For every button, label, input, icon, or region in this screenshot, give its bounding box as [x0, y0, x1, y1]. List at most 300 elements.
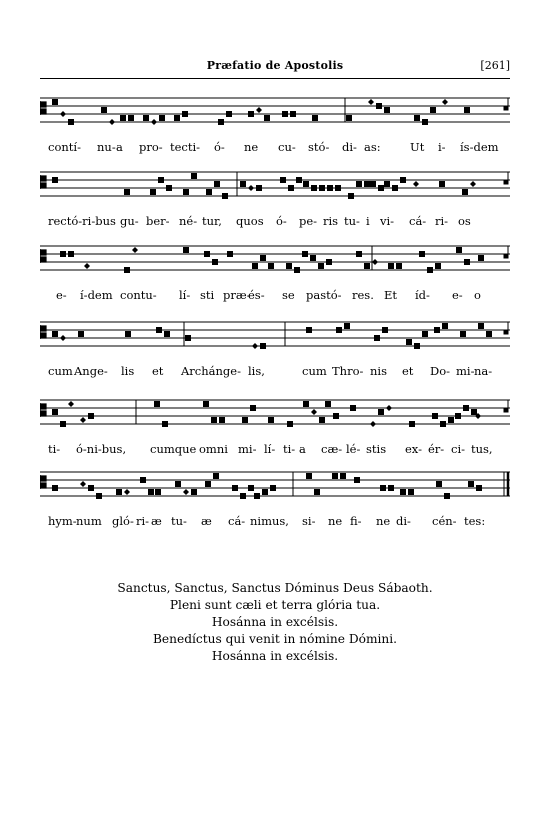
punctum-note	[302, 251, 308, 257]
punctum-note	[282, 111, 288, 117]
syllable: cum	[302, 364, 327, 378]
rhombus-note	[151, 119, 157, 125]
punctum-note	[378, 409, 384, 415]
syllable: mi-	[238, 442, 257, 456]
syllable: mi-	[456, 364, 475, 378]
punctum-note	[294, 267, 300, 273]
punctum-note	[296, 177, 302, 183]
punctum-note	[116, 489, 122, 495]
chant-system	[40, 316, 510, 386]
syllable: cá-	[228, 514, 246, 528]
punctum-note	[462, 189, 468, 195]
punctum-note	[455, 413, 461, 419]
custos-icon	[504, 400, 508, 412]
punctum-note	[182, 111, 188, 117]
punctum-note	[240, 493, 246, 499]
syllable: si-	[302, 514, 316, 528]
punctum-note	[312, 115, 318, 121]
punctum-note	[206, 189, 212, 195]
syllable: pe-	[299, 214, 318, 228]
rhombus-note	[386, 405, 392, 411]
syllable: cá-	[409, 214, 427, 228]
syllable: et	[402, 364, 414, 378]
syllable: di-	[342, 140, 357, 154]
punctum-note	[260, 343, 266, 349]
syllable: præ-	[223, 288, 251, 302]
rhombus-note	[442, 99, 448, 105]
punctum-note	[211, 417, 217, 423]
syllable: æ	[201, 514, 212, 528]
syllable: i-	[438, 140, 446, 154]
punctum-note	[155, 489, 161, 495]
syllable: ne	[328, 514, 343, 528]
staff	[40, 316, 510, 360]
punctum-note	[468, 481, 474, 487]
staff	[40, 466, 510, 510]
punctum-note	[290, 111, 296, 117]
syllable: cu-	[278, 140, 296, 154]
punctum-note	[444, 493, 450, 499]
syllable: contu-	[120, 288, 157, 302]
lyric-line	[40, 288, 510, 304]
punctum-note	[414, 115, 420, 121]
punctum-note	[162, 421, 168, 427]
punctum-note	[333, 413, 339, 419]
syllable: num	[76, 514, 102, 528]
punctum-note	[327, 185, 333, 191]
syllable: cum	[48, 364, 73, 378]
punctum-note	[336, 327, 342, 333]
punctum-note	[270, 485, 276, 491]
rhombus-note	[372, 259, 378, 265]
syllable: æ	[151, 514, 162, 528]
c-clef-icon	[40, 403, 46, 417]
punctum-note	[476, 485, 482, 491]
punctum-note	[222, 193, 228, 199]
lyric-line	[40, 514, 510, 530]
sanctus-text	[40, 580, 510, 665]
punctum-note	[68, 251, 74, 257]
punctum-note	[440, 421, 446, 427]
punctum-note	[218, 119, 224, 125]
punctum-note	[364, 181, 370, 187]
rhombus-note	[248, 185, 254, 191]
lyric-line	[40, 364, 510, 380]
punctum-note	[460, 331, 466, 337]
punctum-note	[88, 413, 94, 419]
punctum-note	[374, 335, 380, 341]
punctum-note	[306, 473, 312, 479]
punctum-note	[319, 417, 325, 423]
rhombus-note	[80, 481, 86, 487]
punctum-note	[376, 103, 382, 109]
punctum-note	[264, 115, 270, 121]
punctum-note	[388, 485, 394, 491]
punctum-note	[364, 263, 370, 269]
punctum-note	[252, 263, 258, 269]
syllable: ó-	[276, 214, 287, 228]
syllable: lí-	[264, 442, 276, 456]
punctum-note	[370, 181, 376, 187]
punctum-note	[422, 119, 428, 125]
punctum-note	[354, 477, 360, 483]
syllable: a	[116, 140, 123, 154]
punctum-note	[166, 185, 172, 191]
syllable: ris	[323, 214, 339, 228]
syllable: lí-	[179, 288, 191, 302]
syllable: ri-	[435, 214, 449, 228]
syllable: nis	[370, 364, 387, 378]
syllable: lis	[121, 364, 135, 378]
punctum-note	[409, 421, 415, 427]
punctum-note	[268, 263, 274, 269]
punctum-note	[60, 251, 66, 257]
punctum-note	[159, 115, 165, 121]
syllable: hym-	[48, 514, 77, 528]
punctum-note	[456, 247, 462, 253]
punctum-note	[400, 177, 406, 183]
punctum-note	[158, 177, 164, 183]
punctum-note	[286, 263, 292, 269]
punctum-note	[303, 181, 309, 187]
punctum-note	[68, 119, 74, 125]
punctum-note	[88, 485, 94, 491]
syllable: lé-	[346, 442, 361, 456]
punctum-note	[52, 177, 58, 183]
syllable: ne	[244, 140, 259, 154]
punctum-note	[240, 181, 246, 187]
syllable: ó-ni-bus,	[76, 442, 127, 456]
punctum-note	[205, 481, 211, 487]
punctum-note	[318, 263, 324, 269]
syllable: tus,	[471, 442, 493, 456]
punctum-note	[150, 189, 156, 195]
punctum-note	[306, 327, 312, 333]
syllable: Do-	[430, 364, 451, 378]
punctum-note	[319, 185, 325, 191]
punctum-note	[356, 251, 362, 257]
punctum-note	[419, 251, 425, 257]
punctum-note	[262, 489, 268, 495]
punctum-note	[256, 185, 262, 191]
syllable: né-	[179, 214, 198, 228]
syllable: vi-	[380, 214, 395, 228]
syllable: fi-	[350, 514, 362, 528]
chant-system	[40, 166, 510, 236]
rhombus-note	[109, 119, 115, 125]
syllable: pastó-	[306, 288, 342, 302]
syllable: gló-	[112, 514, 134, 528]
c-clef-icon	[40, 249, 46, 263]
syllable: et	[152, 364, 164, 378]
sanctus-line: Pleni sunt cæli et terra glória tua.	[169, 598, 381, 612]
syllable: és-	[248, 288, 265, 302]
c-clef-icon	[40, 101, 46, 115]
rhombus-note	[60, 111, 66, 117]
syllable: na-	[474, 364, 493, 378]
punctum-note	[388, 263, 394, 269]
syllable: res.	[352, 288, 374, 302]
syllable: tes:	[464, 514, 486, 528]
punctum-note	[174, 115, 180, 121]
syllable: omni	[199, 442, 228, 456]
rhombus-note	[80, 417, 86, 423]
punctum-note	[396, 263, 402, 269]
punctum-note	[287, 421, 293, 427]
punctum-note	[382, 327, 388, 333]
syllable: ex-	[405, 442, 422, 456]
syllable: ér-	[428, 442, 445, 456]
punctum-note	[406, 339, 412, 345]
punctum-note	[335, 185, 341, 191]
c-clef-icon	[40, 175, 46, 189]
syllable: a	[299, 442, 306, 456]
punctum-note	[248, 111, 254, 117]
punctum-note	[254, 493, 260, 499]
punctum-note	[346, 115, 352, 121]
punctum-note	[124, 189, 130, 195]
punctum-note	[400, 489, 406, 495]
punctum-note	[310, 255, 316, 261]
punctum-note	[471, 409, 477, 415]
rhombus-note	[256, 107, 262, 113]
punctum-note	[268, 417, 274, 423]
page-title: Præfatio de Apostolis	[206, 59, 344, 72]
punctum-note	[52, 409, 58, 415]
custos-icon	[504, 246, 508, 258]
syllable: tu-	[344, 214, 360, 228]
c-clef-icon	[40, 475, 46, 489]
lyric-line	[40, 140, 510, 156]
staff	[40, 166, 510, 210]
rhombus-note	[368, 99, 374, 105]
punctum-note	[303, 401, 309, 407]
punctum-note	[101, 107, 107, 113]
punctum-note	[384, 181, 390, 187]
syllable: e-	[452, 288, 463, 302]
punctum-note	[435, 263, 441, 269]
punctum-note	[232, 485, 238, 491]
lyric-line	[40, 214, 510, 230]
syllable: Et	[384, 288, 398, 302]
syllable: ci-	[451, 442, 466, 456]
punctum-note	[120, 115, 126, 121]
syllable: ó-	[214, 140, 225, 154]
chant-system	[40, 466, 510, 536]
punctum-note	[52, 485, 58, 491]
punctum-note	[332, 473, 338, 479]
syllable: sti	[200, 288, 215, 302]
rhombus-note	[311, 409, 317, 415]
punctum-note	[442, 323, 448, 329]
punctum-note	[288, 185, 294, 191]
syllable: pro-	[139, 140, 163, 154]
header-rule	[40, 78, 510, 79]
syllable: nu-	[97, 140, 116, 154]
page-number: [261]	[480, 59, 510, 72]
rhombus-note	[370, 421, 376, 427]
sanctus-line: Hosánna in excélsis.	[211, 615, 339, 629]
page-header	[40, 59, 510, 77]
punctum-note	[448, 417, 454, 423]
syllable: rectó-ri-bus	[48, 214, 116, 228]
punctum-note	[52, 331, 58, 337]
punctum-note	[260, 255, 266, 261]
syllable: quos	[236, 214, 264, 228]
punctum-note	[124, 267, 130, 273]
syllable: tu-	[171, 514, 187, 528]
chant-system	[40, 240, 510, 310]
chant-system	[40, 92, 510, 162]
rhombus-note	[132, 247, 138, 253]
syllable: ís-dem	[460, 140, 499, 154]
punctum-note	[203, 401, 209, 407]
rhombus-note	[183, 489, 189, 495]
syllable: Ange-	[74, 364, 108, 378]
punctum-note	[60, 421, 66, 427]
punctum-note	[213, 473, 219, 479]
syllable: tecti-	[170, 140, 201, 154]
punctum-note	[96, 493, 102, 499]
syllable: i	[366, 214, 370, 228]
staff	[40, 240, 510, 284]
syllable: ti-	[283, 442, 296, 456]
punctum-note	[78, 331, 84, 337]
punctum-note	[128, 115, 134, 121]
syllable: cumque	[150, 442, 197, 456]
punctum-note	[191, 173, 197, 179]
punctum-note	[436, 481, 442, 487]
rhombus-note	[124, 489, 130, 495]
punctum-note	[422, 331, 428, 337]
syllable: ne	[376, 514, 391, 528]
custos-icon	[504, 172, 508, 184]
punctum-note	[478, 323, 484, 329]
rhombus-note	[60, 335, 66, 341]
punctum-note	[378, 185, 384, 191]
syllable: cén-	[432, 514, 457, 528]
punctum-note	[156, 327, 162, 333]
rhombus-note	[413, 181, 419, 187]
syllable: as:	[364, 140, 381, 154]
staff	[40, 394, 510, 438]
syllable: lis,	[248, 364, 265, 378]
punctum-note	[432, 413, 438, 419]
syllable: stis	[366, 442, 387, 456]
syllable: í-dem	[80, 288, 113, 302]
custos-icon	[504, 322, 508, 334]
syllable: e-	[56, 288, 67, 302]
punctum-note	[250, 405, 256, 411]
punctum-note	[326, 259, 332, 265]
custos-icon	[504, 98, 508, 110]
punctum-note	[191, 489, 197, 495]
syllable: ti-	[48, 442, 61, 456]
syllable: gu-	[120, 214, 139, 228]
rhombus-note	[470, 181, 476, 187]
syllable: di-	[396, 514, 411, 528]
syllable: os	[458, 214, 471, 228]
punctum-note	[314, 489, 320, 495]
syllable: cæ-	[321, 442, 343, 456]
c-clef-icon	[40, 325, 46, 339]
punctum-note	[434, 327, 440, 333]
punctum-note	[408, 489, 414, 495]
punctum-note	[486, 331, 492, 337]
rhombus-note	[84, 263, 90, 269]
punctum-note	[183, 247, 189, 253]
punctum-note	[140, 477, 146, 483]
punctum-note	[280, 177, 286, 183]
lyric-line	[40, 442, 510, 458]
syllable: Archánge-	[181, 364, 241, 378]
punctum-note	[414, 343, 420, 349]
punctum-note	[478, 255, 484, 261]
punctum-note	[125, 331, 131, 337]
punctum-note	[344, 323, 350, 329]
chant-system	[40, 394, 510, 464]
punctum-note	[214, 181, 220, 187]
sanctus-line: Benedíctus qui venit in nómine Dómini.	[152, 632, 398, 646]
punctum-note	[204, 251, 210, 257]
punctum-note	[340, 473, 346, 479]
punctum-note	[311, 185, 317, 191]
punctum-note	[463, 405, 469, 411]
punctum-note	[380, 485, 386, 491]
staff	[40, 92, 510, 136]
punctum-note	[183, 189, 189, 195]
punctum-note	[52, 99, 58, 105]
punctum-note	[464, 107, 470, 113]
sanctus-line: Sanctus, Sanctus, Sanctus Dóminus Deus Sábaoth.	[117, 581, 433, 595]
rhombus-note	[68, 401, 74, 407]
punctum-note	[439, 181, 445, 187]
punctum-note	[392, 185, 398, 191]
punctum-note	[175, 481, 181, 487]
punctum-note	[242, 417, 248, 423]
sanctus-line: Hosánna in excélsis.	[211, 649, 339, 663]
syllable: Ut	[410, 140, 425, 154]
syllable: tur,	[202, 214, 222, 228]
syllable: nimus,	[250, 514, 289, 528]
punctum-note	[148, 489, 154, 495]
punctum-note	[356, 181, 362, 187]
syllable: ber-	[146, 214, 170, 228]
syllable: ri-	[136, 514, 150, 528]
syllable: íd-	[415, 288, 430, 302]
punctum-note	[427, 267, 433, 273]
punctum-note	[164, 331, 170, 337]
punctum-note	[219, 417, 225, 423]
punctum-note	[185, 335, 191, 341]
punctum-note	[348, 193, 354, 199]
punctum-note	[430, 107, 436, 113]
punctum-note	[154, 401, 160, 407]
syllable: o	[474, 288, 481, 302]
punctum-note	[227, 251, 233, 257]
punctum-note	[325, 401, 331, 407]
punctum-note	[384, 107, 390, 113]
punctum-note	[350, 405, 356, 411]
punctum-note	[226, 111, 232, 117]
punctum-note	[212, 259, 218, 265]
punctum-note	[464, 259, 470, 265]
syllable: se	[282, 288, 295, 302]
punctum-note	[248, 485, 254, 491]
rhombus-note	[252, 343, 258, 349]
syllable: Thro-	[332, 364, 364, 378]
syllable: contí-	[48, 140, 81, 154]
